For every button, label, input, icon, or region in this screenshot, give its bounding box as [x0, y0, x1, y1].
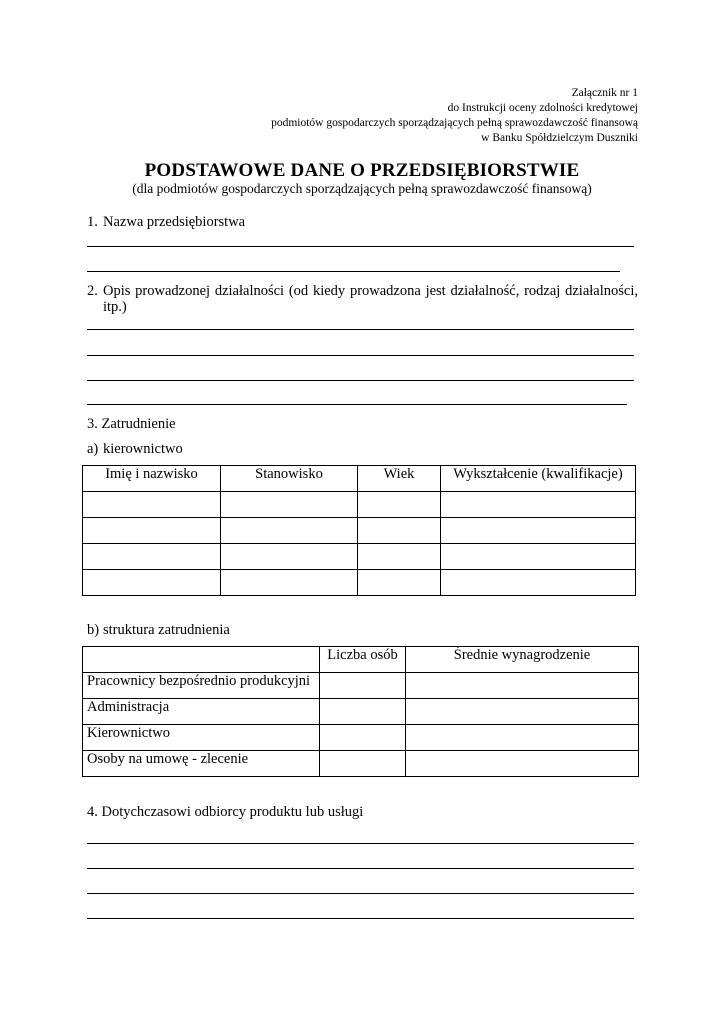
document-title: PODSTAWOWE DANE O PRZEDSIĘBIORSTWIE [144, 160, 580, 181]
table-row [83, 570, 636, 596]
section-3a-label: kierownictwo [103, 441, 183, 457]
section-3a-marker: a) [87, 441, 99, 457]
table-cell[interactable] [406, 751, 639, 777]
table-cell[interactable] [441, 518, 636, 544]
answer-line[interactable] [87, 246, 634, 247]
column-header-education: Wykształcenie (kwalifikacje) [441, 466, 636, 492]
employment-table-header [83, 647, 639, 673]
table-cell[interactable] [358, 544, 441, 570]
section-2-label: Opis prowadzonej działalności (od kiedy prowadzona jest działalność, rodzaj działalności, [103, 283, 638, 299]
attachment-note [271, 86, 638, 146]
table-row [83, 673, 639, 699]
section-3b-label: struktura zatrudnienia [103, 622, 230, 638]
table-row [83, 725, 639, 751]
section-1-label: Nazwa przedsiębiorstwa [103, 214, 246, 230]
section-2-label-cont: itp.) [103, 299, 127, 315]
table-row [83, 699, 639, 725]
answer-line[interactable] [87, 843, 634, 844]
section-3b-marker: b) [87, 622, 100, 638]
answer-line[interactable] [87, 271, 620, 272]
table-row [83, 492, 636, 518]
attachment-note-line: Załącznik nr 1 [571, 87, 638, 99]
answer-line[interactable] [87, 380, 634, 381]
column-header-name: Imię i nazwisko [83, 466, 221, 492]
table-row [83, 751, 639, 777]
table-row [83, 518, 636, 544]
table-cell[interactable] [406, 699, 639, 725]
table-row [83, 544, 636, 570]
table-cell[interactable] [358, 518, 441, 544]
table-cell[interactable] [221, 518, 358, 544]
employment-structure-table [82, 646, 639, 777]
section-3-label: 3. Zatrudnienie [87, 416, 176, 432]
answer-line[interactable] [87, 893, 634, 894]
management-table-header [83, 466, 636, 492]
answer-line[interactable] [87, 918, 634, 919]
column-header-position: Stanowisko [221, 466, 358, 492]
answer-line[interactable] [87, 329, 634, 330]
table-cell[interactable] [320, 725, 406, 751]
section-1-number: 1. [87, 214, 98, 230]
row-label: Administracja [83, 699, 320, 725]
answer-line[interactable] [87, 404, 627, 405]
table-cell[interactable] [320, 699, 406, 725]
table-cell[interactable] [83, 518, 221, 544]
section-4-label: 4. Dotychczasowi odbiorcy produktu lub usługi [87, 804, 364, 820]
table-cell[interactable] [406, 725, 639, 751]
row-label: Pracownicy bezpośrednio produkcyjni [83, 673, 320, 699]
table-cell[interactable] [441, 570, 636, 596]
answer-line[interactable] [87, 868, 634, 869]
table-cell[interactable] [406, 673, 639, 699]
column-header-average-salary: Średnie wynagrodzenie [406, 647, 639, 673]
section-2-number: 2. [87, 283, 98, 299]
row-label: Kierownictwo [83, 725, 320, 751]
table-cell[interactable] [83, 544, 221, 570]
table-cell[interactable] [320, 751, 406, 777]
table-cell[interactable] [320, 673, 406, 699]
table-cell[interactable] [83, 570, 221, 596]
table-cell[interactable] [221, 570, 358, 596]
table-cell[interactable] [441, 492, 636, 518]
attachment-note-line: do Instrukcji oceny zdolności kredytowej [447, 102, 638, 114]
row-label: Osoby na umowę - zlecenie [83, 751, 320, 777]
table-cell[interactable] [221, 544, 358, 570]
document-subtitle: (dla podmiotów gospodarczych sporządzających pełną sprawozdawczość finansową) [132, 181, 592, 196]
answer-line[interactable] [87, 355, 634, 356]
attachment-note-line: podmiotów gospodarczych sporządzających pełną sprawozdawczość finansową [271, 117, 638, 129]
table-cell[interactable] [221, 492, 358, 518]
management-table [82, 465, 636, 596]
table-cell[interactable] [358, 492, 441, 518]
table-cell[interactable] [441, 544, 636, 570]
table-cell[interactable] [358, 570, 441, 596]
table-cell[interactable] [83, 492, 221, 518]
column-header-headcount: Liczba osób [320, 647, 406, 673]
column-header-category [83, 647, 320, 673]
attachment-note-line: w Banku Spółdzielczym Duszniki [481, 132, 638, 144]
column-header-age: Wiek [358, 466, 441, 492]
